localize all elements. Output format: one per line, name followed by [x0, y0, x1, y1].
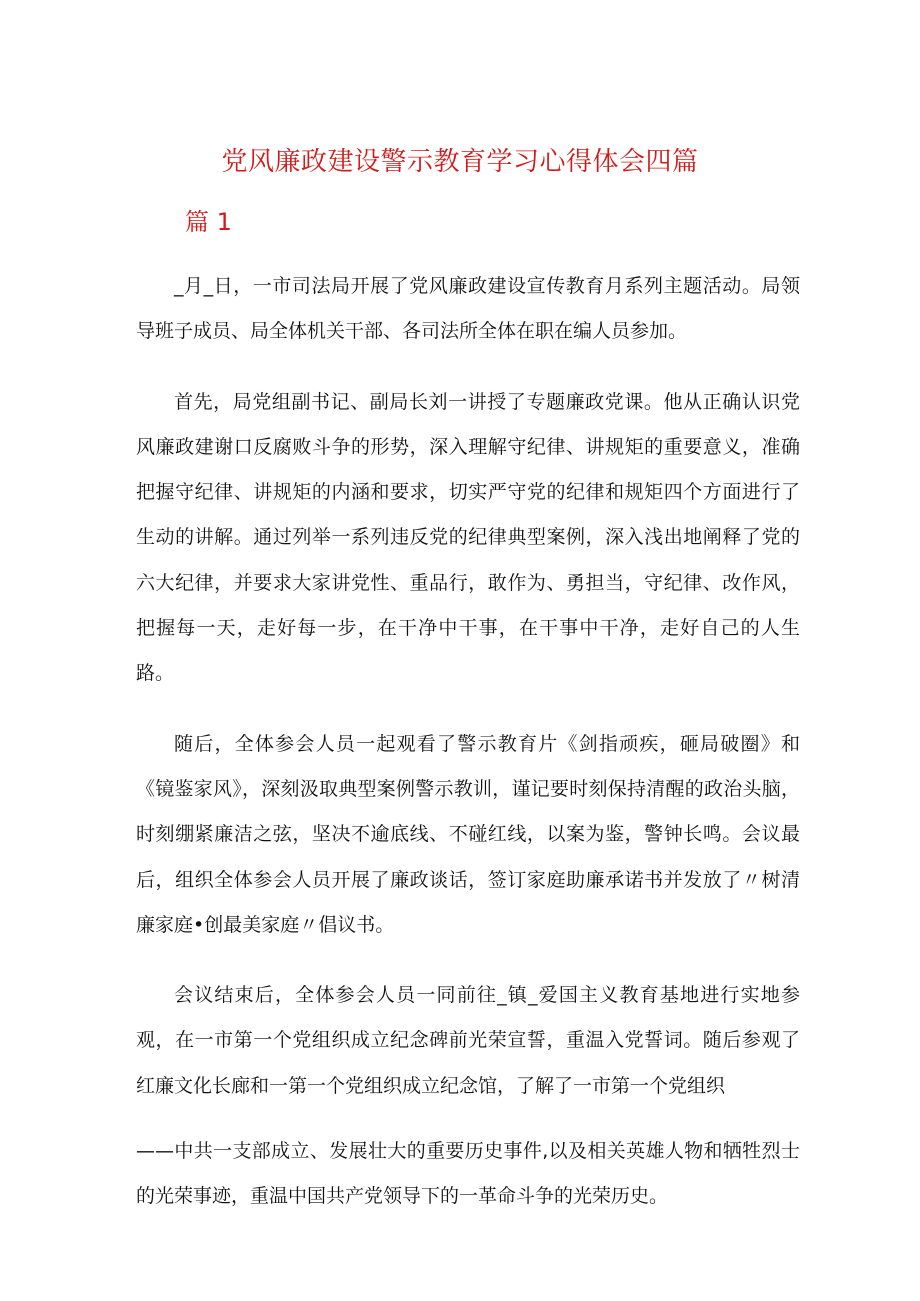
paragraph-1: _月_日，一市司法局开展了党风廉政建设宣传教育月系列主题活动。局领导班子成员、局全体机关干部、各司法所全体在职在编人员参加。 [136, 275, 800, 343]
paragraph-2: 首先，局党组副书记、副局长刘一讲授了专题廉政党课。他从正确认识党风廉政建谢口反腐败斗争的形势，深入理解守纪律、讲规矩的重要意义，准确把握守纪律、讲规矩的内涵和要求，切实严守党的纪律和规矩四个方面进行了生动的讲解。通过列举一系列违反党的纪律典型案例，深入浅出地阐释了党的六大纪律，并要求大家讲党性、重品行，敢作为、勇担当，守纪律、改作风，把握每一天，走好每一步，在干净中干事，在干事中干净，走好自己的人生路。 [136, 390, 800, 685]
section-heading: 篇 1 [185, 208, 232, 236]
paragraph-4: 会议结束后，全体参会人员一同前往_镇_爱国主义教育基地进行实地参观，在一市第一个党组织成立纪念碑前光荣宣誓，重温入党誓词。随后参观了红廉文化长廊和一第一个党组织成立纪念馆，了解了一市第一个党组织 [136, 984, 800, 1097]
paragraph-3: 随后，全体参会人员一起观看了警示教育片《剑指顽疾，砸局破圈》和《镜鉴家风》，深刻汲取典型案例警示教训，谨记要时刻保持清醒的政治头脑，时刻绷紧廉洁之弦，坚决不逾底线、不碰红线，以案为鉴，警钟长鸣。会议最后，组织全体参会人员开展了廉政谈话，签订家庭助廉承诺书并发放了〃树清廉家庭•创最美家庭〃倡议书。 [136, 732, 800, 936]
document-body [136, 264, 800, 1245]
paragraph-5: ——中共一支部成立、发展壮大的重要历史事件,以及相关英雄人物和牺牲烈士的光荣事迹，重温中国共产党领导下的一革命斗争的光荣历史。 [136, 1140, 800, 1208]
document-title: 党风廉政建设警示教育学习心得体会四篇 [221, 147, 699, 177]
